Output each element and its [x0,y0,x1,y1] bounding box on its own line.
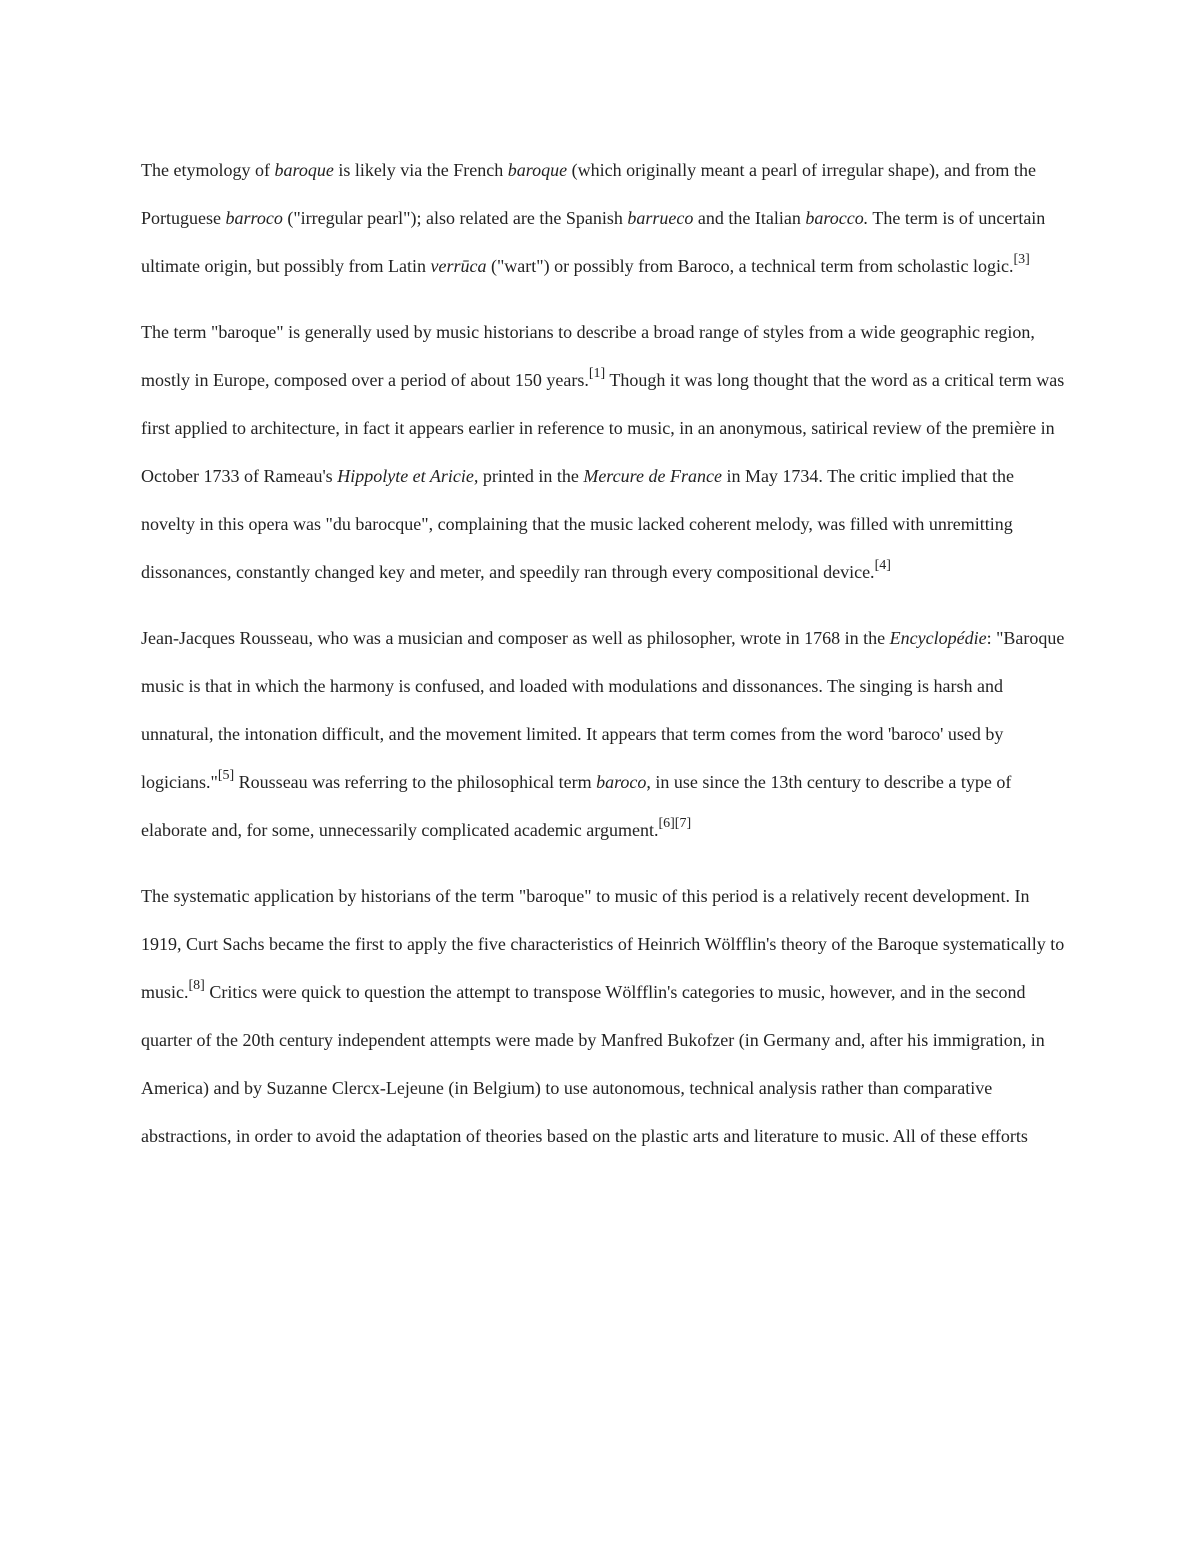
text-run: in May 1734. The critic implied that the novelty in this opera was "du barocque", complaining that the music lacked coherent melody, was filled with unremitting dissonances, constantly changed key and meter, and speedily ran through every compositional device. [141,466,1015,582]
text-run: printed in the [478,466,584,486]
text-run: ("irregular pearl"); also related are the Spanish [282,208,628,228]
citation-marker: [6] [658,816,675,831]
text-run: , in use since the 13th century to describe a type of elaborate and, for some, unnecessarily complicated academic argument. [141,772,1012,840]
text-run: The etymology of [141,160,275,180]
citation-marker: [4] [874,558,891,573]
text-run: is likely via the French [333,160,508,180]
text-run: The term is of uncertain ultimate origin, but possibly from Latin [141,208,1046,276]
text-run: and the Italian [693,208,806,228]
italic-term: Encyclopédie [889,628,987,648]
italic-term: barocco. [805,208,869,228]
paragraph-rousseau [141,614,1071,854]
italic-term: baroque [274,160,334,180]
paragraph-systematic-application [141,872,1071,1160]
text-run: Rousseau was referring to the philosophical term [234,772,597,792]
text-run: Though it was long thought that the word as a critical term was first applied to architecture, in fact it appears earlier in reference to music, in an anonymous, satirical review of the première in October 1733 of Rameau's [141,370,1065,486]
italic-term: barrueco [627,208,694,228]
italic-term: barroco [225,208,283,228]
citation-marker: [3] [1013,252,1030,267]
paragraph-etymology [141,146,1071,290]
italic-term: Mercure de France [583,466,722,486]
text-run: Critics were quick to question the attempt to transpose Wölfflin's categories to music, however, and in the second quarter of the 20th century independent attempts were made by Manfred Bukofzer (in Germany and, after his immigration, in America) and by Suzanne Clercx-Lejeune (in Belgium) to use autonomous, technical analysis rather than comparative abstractions, in order to avoid the adaptation of theories based on the plastic arts and literature to music. All of these efforts [141,982,1045,1146]
italic-term: baroque [507,160,568,180]
citation-marker: [8] [188,978,205,993]
document-body [141,146,1071,1178]
text-run: The systematic application by historians of the term "baroque" to music of this period is a relatively recent development. In 1919, Curt Sachs became the first to apply the five characteristics of Heinrich Wölfflin's theory of the Baroque systematically to music. [141,886,1065,1002]
text-run: ("wart") or possibly from Baroco, a technical term from scholastic logic. [486,256,1014,276]
paragraph-term-usage [141,308,1071,596]
text-run: : "Baroque music is that in which the harmony is confused, and loaded with modulations and dissonances. The singing is harsh and unnatural, the intonation difficult, and the movement limited. It appears that term comes from the word 'baroco' used by logicians." [141,628,1065,792]
citation-marker: [5] [217,768,235,783]
text-run: Jean-Jacques Rousseau, who was a musician and composer as well as philosopher, wrote in 1768 in the [141,628,890,648]
citation-marker: [7] [674,816,692,831]
italic-term: baroco [596,772,647,792]
text-run: (which originally meant a pearl of irregular shape), and from the Portuguese [141,160,1036,228]
text-run: The term "baroque" is generally used by music historians to describe a broad range of styles from a wide geographic region, mostly in Europe, composed over a period of about 150 years. [141,322,1035,390]
citation-marker: [1] [588,366,606,381]
italic-term: Hippolyte et Aricie, [337,466,479,486]
italic-term: verrūca [430,256,487,276]
